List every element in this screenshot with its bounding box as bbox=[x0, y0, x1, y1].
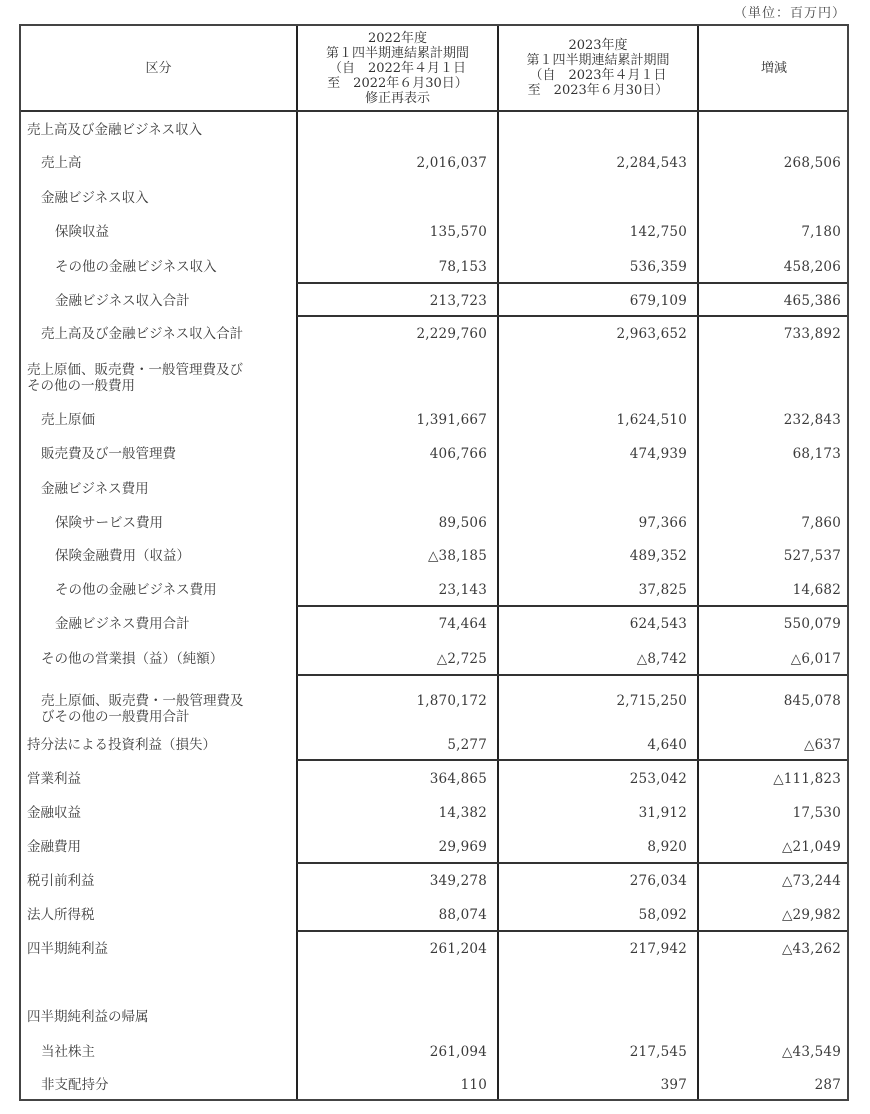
header-line: （自 2022年４月１日 bbox=[328, 60, 467, 76]
value-fy2022: 23,143 bbox=[438, 582, 487, 598]
value-fy2023: 2,284,543 bbox=[616, 155, 687, 171]
table-row bbox=[21, 737, 847, 757]
table-row bbox=[21, 805, 847, 825]
row-label: 売上高及び金融ビジネス収入 bbox=[27, 122, 203, 138]
table-row bbox=[21, 548, 847, 568]
value-fy2023: 1,624,510 bbox=[616, 412, 687, 428]
row-label: 四半期純利益の帰属 bbox=[27, 1009, 149, 1025]
value-change: 232,843 bbox=[783, 412, 841, 428]
table-row bbox=[21, 1077, 847, 1097]
table-row bbox=[21, 873, 847, 893]
row-label: 当社株主 bbox=[41, 1044, 95, 1060]
value-fy2023: 97,366 bbox=[638, 515, 687, 531]
header-line: （自 2023年４月１日 bbox=[529, 68, 667, 83]
income-statement-table bbox=[19, 24, 849, 1101]
row-separator bbox=[297, 315, 847, 317]
table-row bbox=[21, 224, 847, 244]
value-fy2022: 1,391,667 bbox=[416, 412, 487, 428]
table-row bbox=[21, 1009, 847, 1029]
header-line: 至 2022年６月30日） bbox=[327, 75, 468, 91]
row-separator bbox=[297, 759, 847, 761]
row-label: 営業利益 bbox=[27, 771, 81, 787]
header-line: 修正再表示 bbox=[364, 90, 430, 106]
value-change: 550,079 bbox=[783, 616, 841, 632]
header-line: 至 2023年６月30日） bbox=[527, 83, 669, 98]
row-label: 持分法による投資利益（損失） bbox=[27, 737, 216, 753]
table-row bbox=[21, 651, 847, 671]
row-label: 金融費用 bbox=[27, 839, 81, 855]
table-row bbox=[21, 446, 847, 466]
table-row bbox=[21, 293, 847, 313]
row-label: 販売費及び一般管理費 bbox=[41, 446, 176, 462]
row-label: その他の金融ビジネス収入 bbox=[55, 259, 217, 275]
value-change: 287 bbox=[814, 1077, 841, 1093]
value-fy2023: 31,912 bbox=[638, 805, 687, 821]
table-row-continuation bbox=[21, 378, 847, 398]
value-fy2022: 406,766 bbox=[429, 446, 487, 462]
value-fy2022: 89,506 bbox=[438, 515, 487, 531]
table-row bbox=[21, 907, 847, 927]
value-fy2022: 364,865 bbox=[429, 771, 487, 787]
header-divider bbox=[21, 110, 847, 112]
value-fy2022: 74,464 bbox=[438, 616, 487, 632]
header-category-label: 区分 bbox=[145, 60, 172, 76]
row-separator bbox=[297, 282, 847, 284]
value-fy2022: △38,185 bbox=[427, 548, 487, 564]
row-label: 金融収益 bbox=[27, 805, 81, 821]
row-label: 保険収益 bbox=[55, 224, 109, 240]
row-label: 売上原価 bbox=[41, 412, 95, 428]
value-fy2022: 2,229,760 bbox=[416, 326, 487, 342]
value-change: 458,206 bbox=[783, 259, 841, 275]
table-row bbox=[21, 582, 847, 602]
value-fy2023: 4,640 bbox=[647, 737, 687, 753]
value-fy2022: 2,016,037 bbox=[416, 155, 487, 171]
value-fy2022: 88,074 bbox=[438, 907, 487, 923]
value-fy2022: 213,723 bbox=[429, 293, 487, 309]
value-fy2023: 2,715,250 bbox=[616, 693, 687, 709]
table-row bbox=[21, 616, 847, 636]
value-fy2023: 253,042 bbox=[629, 771, 687, 787]
table-row bbox=[21, 122, 847, 142]
row-label: 売上原価、販売費・一般管理費及び bbox=[27, 362, 243, 378]
value-fy2023: 2,963,652 bbox=[616, 326, 687, 342]
value-change: 14,682 bbox=[792, 582, 841, 598]
row-label: 金融ビジネス費用合計 bbox=[55, 616, 190, 632]
value-fy2023: 8,920 bbox=[647, 839, 687, 855]
header-fy2023 bbox=[499, 26, 697, 110]
value-fy2023: 536,359 bbox=[629, 259, 687, 275]
value-fy2023: 58,092 bbox=[638, 907, 687, 923]
value-fy2022: 261,204 bbox=[429, 941, 487, 957]
row-label: びその他の一般費用合計 bbox=[41, 709, 190, 725]
row-label: 金融ビジネス収入 bbox=[41, 190, 149, 206]
table-row bbox=[21, 941, 847, 961]
value-fy2023: 217,545 bbox=[629, 1044, 687, 1060]
value-fy2022: 261,094 bbox=[429, 1044, 487, 1060]
value-fy2022: 1,870,172 bbox=[416, 693, 487, 709]
row-label: 売上高 bbox=[41, 155, 82, 171]
header-change bbox=[699, 26, 849, 110]
row-label: 非支配持分 bbox=[41, 1077, 109, 1093]
row-separator bbox=[297, 930, 847, 932]
value-change: △21,049 bbox=[781, 839, 841, 855]
header-line: 2023年度 bbox=[568, 38, 628, 53]
value-change: 733,892 bbox=[783, 326, 841, 342]
table-row bbox=[21, 771, 847, 791]
row-label: 金融ビジネス収入合計 bbox=[55, 293, 190, 309]
header-fy2022 bbox=[298, 26, 497, 110]
row-label: 税引前利益 bbox=[27, 873, 95, 889]
header-change-label: 増減 bbox=[760, 60, 787, 76]
value-change: 845,078 bbox=[783, 693, 841, 709]
row-label: 四半期純利益 bbox=[27, 941, 108, 957]
value-fy2023: 217,942 bbox=[629, 941, 687, 957]
value-change: △111,823 bbox=[773, 771, 841, 787]
table-row bbox=[21, 481, 847, 501]
value-fy2022: 78,153 bbox=[438, 259, 487, 275]
row-label: 売上原価、販売費・一般管理費及 bbox=[41, 693, 244, 709]
value-change: 527,537 bbox=[783, 548, 841, 564]
row-label: その他の金融ビジネス費用 bbox=[55, 582, 217, 598]
table-row bbox=[21, 155, 847, 175]
table-row bbox=[21, 190, 847, 210]
table-row-continuation bbox=[21, 709, 847, 729]
value-fy2023: 37,825 bbox=[638, 582, 687, 598]
value-fy2022: 29,969 bbox=[438, 839, 487, 855]
value-fy2022: 135,570 bbox=[429, 224, 487, 240]
value-fy2023: 474,939 bbox=[629, 446, 687, 462]
unit-label: （単位：百万円） bbox=[733, 6, 846, 21]
table-row bbox=[21, 515, 847, 535]
header-category bbox=[21, 26, 296, 110]
row-label: 保険金融費用（収益） bbox=[55, 548, 190, 564]
row-label: その他の一般費用 bbox=[27, 378, 135, 394]
value-change: △637 bbox=[804, 737, 841, 753]
value-fy2023: 142,750 bbox=[629, 224, 687, 240]
value-fy2022: 110 bbox=[460, 1077, 487, 1093]
value-change: 465,386 bbox=[783, 293, 841, 309]
row-separator bbox=[297, 674, 847, 676]
value-change: △43,262 bbox=[781, 941, 841, 957]
value-change: △6,017 bbox=[790, 651, 841, 667]
table-row bbox=[21, 259, 847, 279]
row-label: 売上高及び金融ビジネス収入合計 bbox=[41, 326, 244, 342]
row-label: その他の営業損（益）（純額） bbox=[41, 651, 224, 667]
header-line: 第１四半期連結累計期間 bbox=[526, 53, 670, 68]
value-fy2022: △2,725 bbox=[436, 651, 487, 667]
value-fy2023: 679,109 bbox=[629, 293, 687, 309]
row-separator bbox=[297, 862, 847, 864]
value-change: △43,549 bbox=[781, 1044, 841, 1060]
table-row bbox=[21, 839, 847, 859]
table-row bbox=[21, 326, 847, 346]
value-fy2023: 624,543 bbox=[629, 616, 687, 632]
value-change: △29,982 bbox=[781, 907, 841, 923]
value-change: 17,530 bbox=[792, 805, 841, 821]
value-fy2023: △8,742 bbox=[636, 651, 687, 667]
header-line: 第１四半期連結累計期間 bbox=[325, 45, 469, 61]
value-fy2022: 14,382 bbox=[438, 805, 487, 821]
value-fy2022: 5,277 bbox=[447, 737, 487, 753]
value-fy2023: 489,352 bbox=[629, 548, 687, 564]
value-change: △73,244 bbox=[781, 873, 841, 889]
header-line: 2022年度 bbox=[367, 30, 428, 46]
value-change: 7,860 bbox=[801, 515, 841, 531]
table-row bbox=[21, 1044, 847, 1064]
row-label: 保険サービス費用 bbox=[55, 515, 163, 531]
row-label: 金融ビジネス費用 bbox=[41, 481, 149, 497]
row-separator bbox=[297, 605, 847, 607]
value-change: 7,180 bbox=[801, 224, 841, 240]
row-label: 法人所得税 bbox=[27, 907, 95, 923]
value-fy2023: 276,034 bbox=[629, 873, 687, 889]
value-fy2022: 349,278 bbox=[429, 873, 487, 889]
value-change: 68,173 bbox=[792, 446, 841, 462]
value-change: 268,506 bbox=[783, 155, 841, 171]
table-row bbox=[21, 412, 847, 432]
value-fy2023: 397 bbox=[660, 1077, 687, 1093]
